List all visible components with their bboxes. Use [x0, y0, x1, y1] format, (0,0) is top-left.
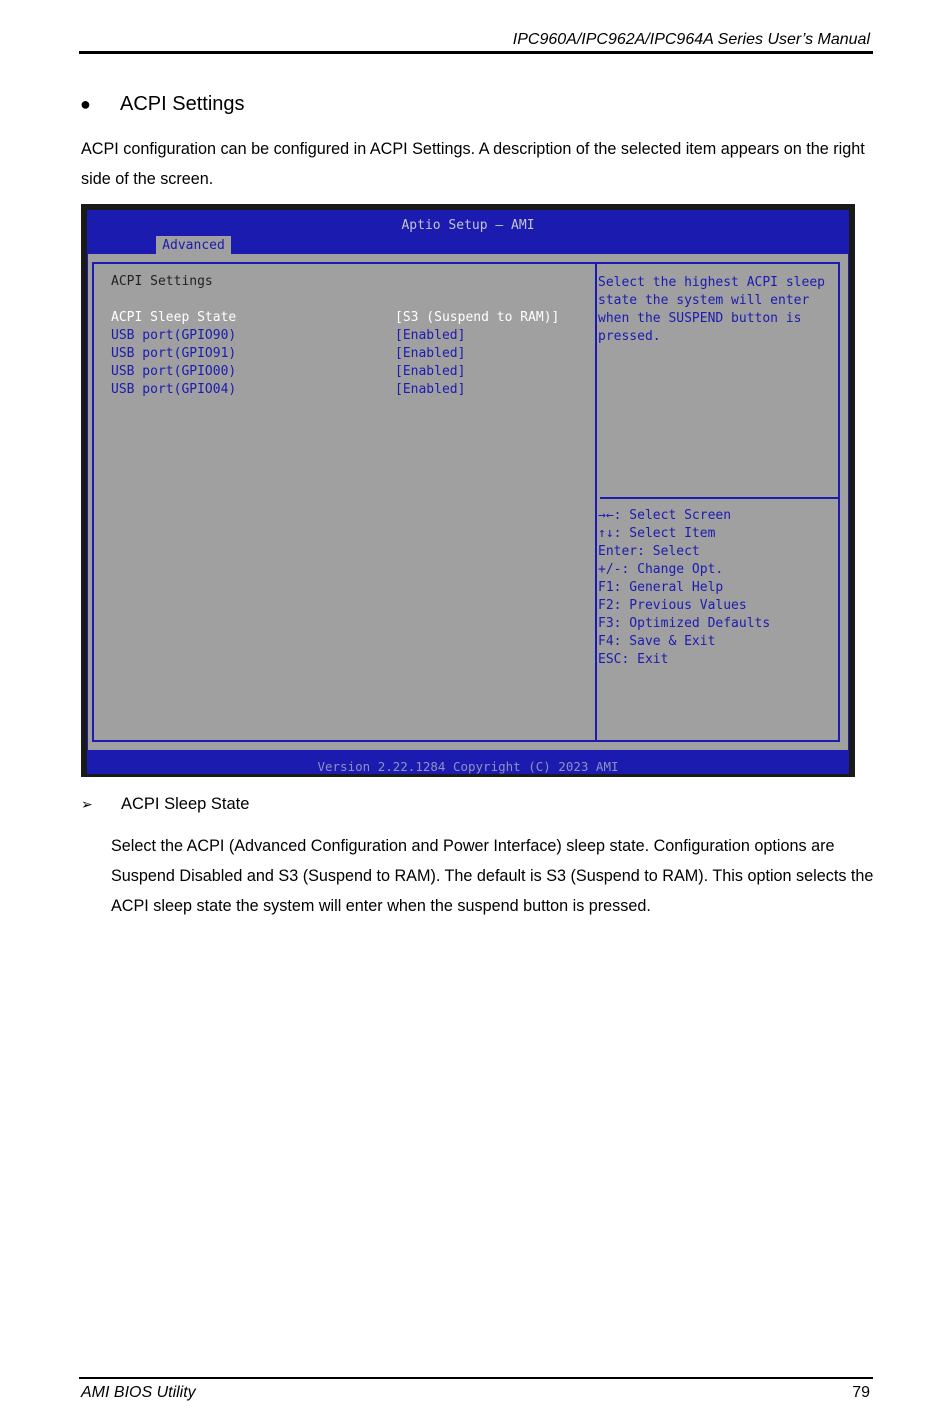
manual-title: IPC960A/IPC962A/IPC964A Series User’s Manual: [512, 31, 870, 48]
acpi-sleep-state-label[interactable]: ACPI Sleep State: [111, 310, 237, 325]
key-select-item: ↑↓: Select Item: [598, 526, 716, 541]
arrow-bullet-icon: ➢: [81, 796, 93, 812]
key-enter-select: Enter: Select: [598, 544, 700, 559]
bullet-icon: ●: [80, 94, 91, 114]
usb-port-gpio04-value[interactable]: [Enabled]: [395, 382, 466, 397]
bios-content-frame: [92, 262, 840, 742]
subsection-paragraph: Select the ACPI (Advanced Configuration and Power Interface) sleep state. Configuration options are Suspend Disabled and S3 (Suspend to RAM). The default is S3 (Suspend to RAM). This option selects the ACPI sleep state the system will enter when the suspend button is pressed.: [111, 837, 874, 915]
key-change-opt: +/-: Change Opt.: [598, 562, 724, 577]
key-optimized-defaults: F3: Optimized Defaults: [598, 616, 771, 631]
key-save-exit: F4: Save & Exit: [598, 634, 716, 649]
subsection-title: ACPI Sleep State: [121, 795, 250, 813]
usb-port-gpio04-label[interactable]: USB port(GPIO04): [111, 382, 237, 397]
key-select-screen: →←: Select Screen: [598, 508, 732, 523]
section-heading: [80, 93, 245, 116]
bios-main-panel: [88, 254, 848, 750]
tab-advanced[interactable]: Advanced: [156, 236, 231, 256]
usb-port-gpio91-label[interactable]: USB port(GPIO91): [111, 346, 237, 361]
usb-port-gpio91-value[interactable]: [Enabled]: [395, 346, 466, 361]
bios-screenshot: [81, 204, 855, 777]
usb-port-gpio00-value[interactable]: [Enabled]: [395, 364, 466, 379]
footer-chapter: AMI BIOS Utility: [81, 1384, 196, 1401]
usb-port-gpio90-value[interactable]: [Enabled]: [395, 328, 466, 343]
keys-divider: [600, 497, 840, 499]
help-text: Select the highest ACPI sleep state the system will enter when the SUSPEND button is pressed.: [598, 275, 833, 344]
help-divider: [595, 264, 597, 740]
key-esc-exit: ESC: Exit: [598, 652, 669, 667]
footer-divider: [79, 1377, 873, 1379]
section-title: ACPI Settings: [120, 93, 245, 115]
page-number: 79: [852, 1384, 870, 1401]
key-previous-values: F2: Previous Values: [598, 598, 747, 613]
subsection-heading: [81, 795, 249, 814]
intro-paragraph: ACPI configuration can be configured in ACPI Settings. A description of the selected item appears on the right side of the screen.: [81, 140, 865, 188]
header-divider: [79, 51, 873, 54]
key-general-help: F1: General Help: [598, 580, 724, 595]
bios-screen: [87, 210, 849, 774]
bios-section-label: ACPI Settings: [111, 274, 213, 289]
bios-version: Version 2.22.1284 Copyright (C) 2023 AMI: [317, 759, 619, 774]
usb-port-gpio00-label[interactable]: USB port(GPIO00): [111, 364, 237, 379]
usb-port-gpio90-label[interactable]: USB port(GPIO90): [111, 328, 237, 343]
bios-title: Aptio Setup – AMI: [401, 218, 535, 233]
acpi-sleep-state-value[interactable]: [S3 (Suspend to RAM)]: [395, 310, 560, 325]
